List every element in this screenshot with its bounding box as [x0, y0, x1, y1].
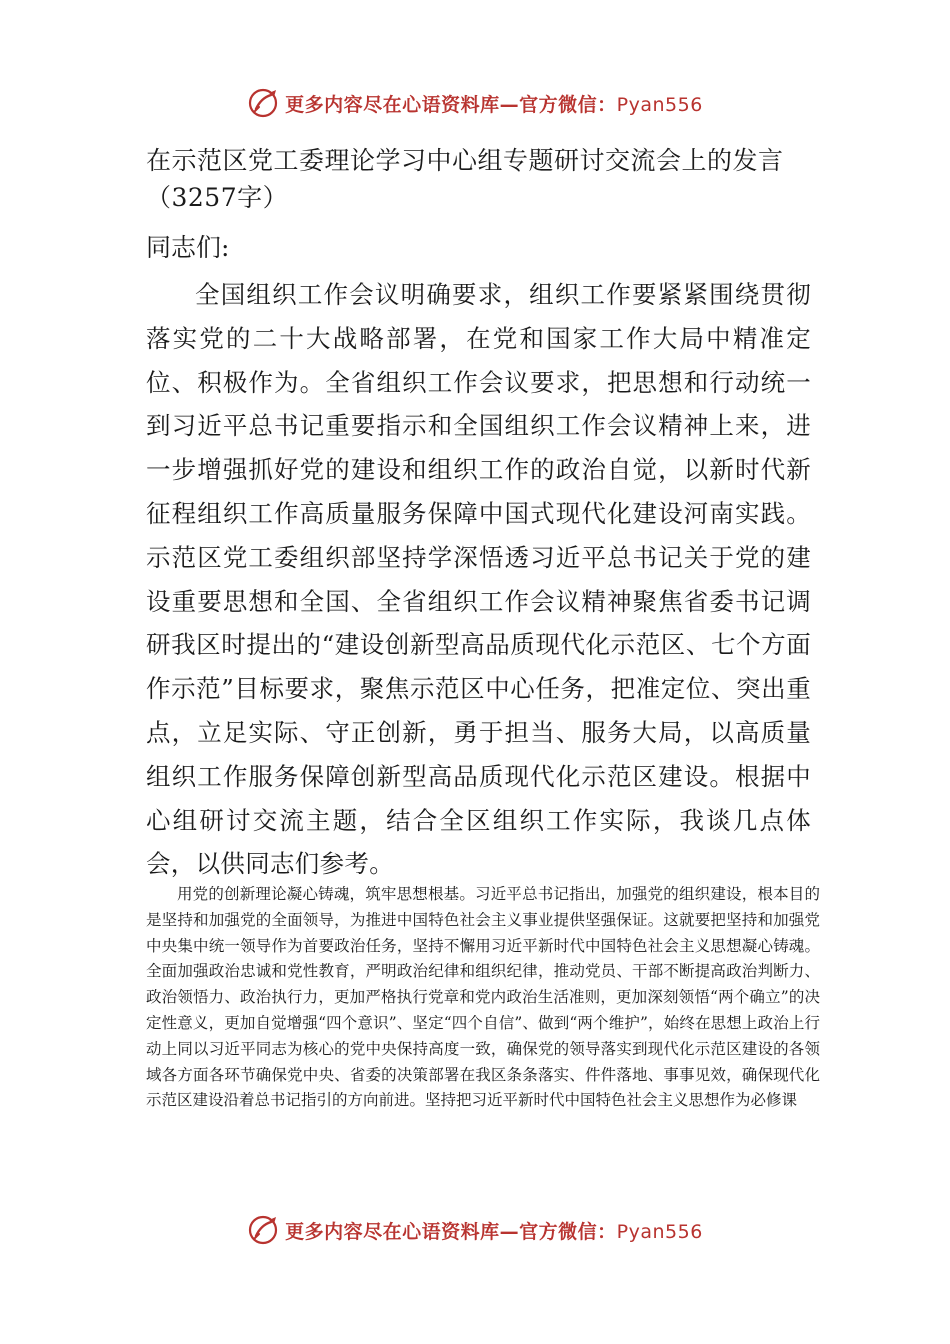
greeting: 同志们:: [146, 233, 230, 262]
banner-wechat-id: Pyan556: [616, 1220, 703, 1243]
banner-wechat-id: Pyan556: [616, 93, 703, 116]
pen-logo-icon: [247, 86, 281, 120]
banner-text: [285, 90, 703, 117]
banner-label: 更多内容尽在心语资料库—官方微信：: [285, 1220, 617, 1243]
title-line-1: 在示范区党工委理论学习中心组专题研讨交流会上的发言: [146, 146, 784, 175]
document-title: [146, 142, 816, 216]
footer-banner: [0, 1210, 950, 1250]
banner-label: 更多内容尽在心语资料库—官方微信：: [285, 93, 617, 116]
intro-paragraph: 全国组织工作会议明确要求，组织工作要紧紧围绕贯彻落实党的二十大战略部署，在党和国家工作大局中精准定位、积极作为。全省组织工作会议要求，把思想和行动统一到习近平总书记重要指示和全国组织工作会议精神上来，进一步增强抓好党的建设和组织工作的政治自觉，以新时代新征程组织工作高质量服务保障中国式现代化建设河南实践。示范区党工委组织部坚持学深悟透习近平总书记关于党的建设重要思想和全国、全省组织工作会议精神聚焦省委书记调研我区时提出的“建设创新型高品质现代化示范区、七个方面作示范”目标要求，聚焦示范区中心任务，把准定位、突出重点，立足实际、守正创新，勇于担当、服务大局，以高质量组织工作服务保障创新型高品质现代化示范区建设。根据中心组研讨交流主题，结合全区组织工作实际，我谈几点体会，以供同志们参考。: [146, 280, 811, 879]
banner-text: [285, 1217, 703, 1244]
title-line-2: （3257字）: [146, 183, 289, 212]
header-banner: [0, 83, 950, 123]
pen-logo-icon: [247, 1213, 281, 1247]
section-paragraph: 用党的创新理论凝心铸魂，筑牢思想根基。习近平总书记指出，加强党的组织建设，根本目的是坚持和加强党的全面领导，为推进中国特色社会主义事业提供坚强保证。这就要把坚持和加强党中央集中统一领导作为首要政治任务，坚持不懈用习近平新时代中国特色社会主义思想凝心铸魂。全面加强政治忠诚和党性教育，严明政治纪律和组织纪律，推动党员、干部不断提高政治判断力、政治领悟力、政治执行力，更加严格执行党章和党内政治生活准则，更加深刻领悟“两个确立”的决定性意义，更加自觉增强“四个意识”、坚定“四个自信”、做到“两个维护”，始终在思想上政治上行动上同以习近平同志为核心的党中央保持高度一致，确保党的领导落实到现代化示范区建设的各领域各方面各环节确保党中央、省委的决策部署在我区条条落实、件件落地、事事见效，确保现代化示范区建设沿着总书记指引的方向前进。坚持把习近平新时代中国特色社会主义思想作为必修课: [146, 885, 820, 1110]
